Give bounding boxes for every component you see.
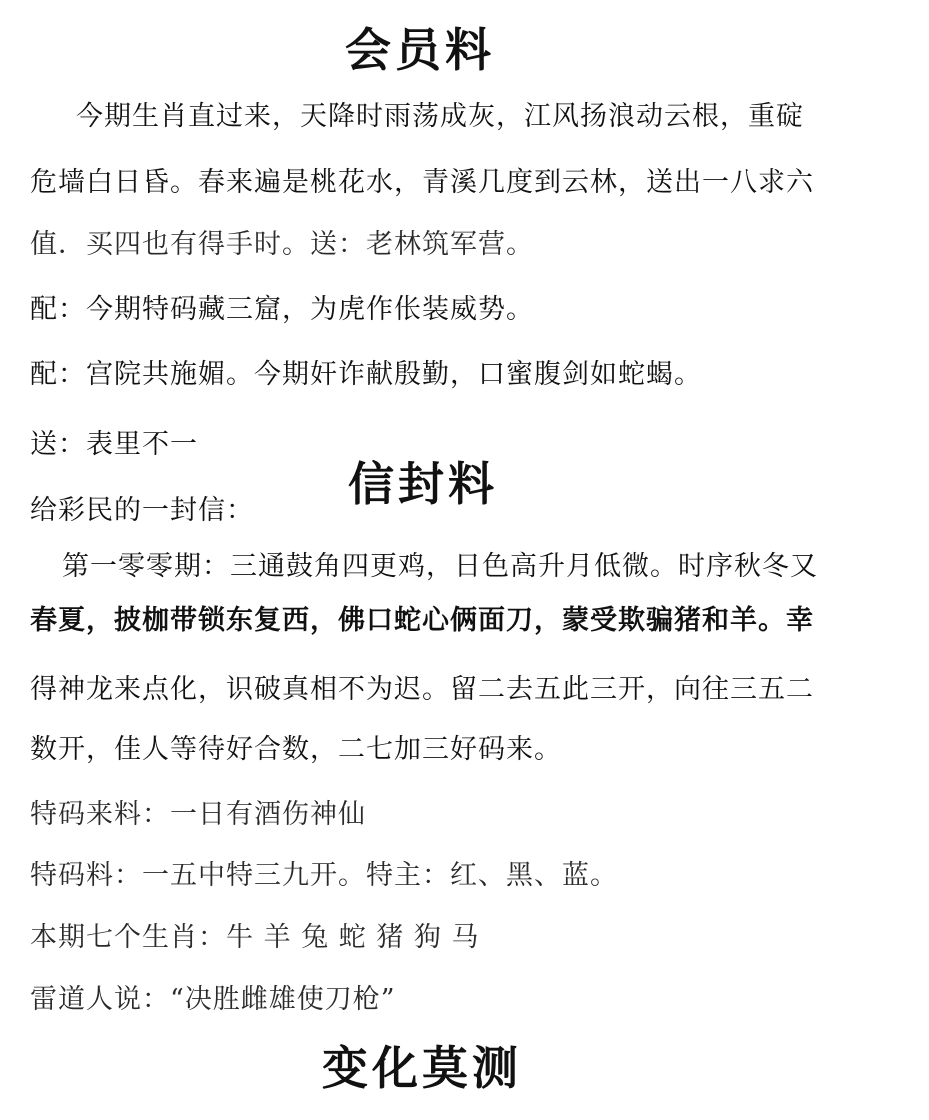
text-line: 危墙白日昏。春来遍是桃花水，青溪几度到云林，送出一八求六: [30, 167, 814, 198]
text-line: 送：表里不一: [30, 429, 198, 460]
section-title-bianhua: 变化莫测: [322, 1041, 522, 1095]
text-line: 本期七个生肖：牛 羊 兔 蛇 猪 狗 马: [30, 922, 480, 953]
text-line: 数开，佳人等待好合数，二七加三好码来。: [30, 734, 562, 765]
text-line: 特码来料：一日有酒伤神仙: [30, 799, 366, 830]
text-line: 第一零零期：三通鼓角四更鸡，日色高升月低微。时序秋冬又: [62, 551, 818, 582]
text-line: 给彩民的一封信：: [30, 495, 254, 526]
text-line: 今期生肖直过来，天降时雨荡成灰，江风扬浪动云根，重碇: [76, 101, 804, 132]
text-line: 春夏，披枷带锁东复西，佛口蛇心俩面刀，蒙受欺骗猪和羊。幸: [30, 605, 814, 636]
section-title-huiyuan: 会员料: [345, 23, 495, 77]
text-line: 配：今期特码藏三窟，为虎作伥装威势。: [30, 294, 534, 325]
text-line: 特码料：一五中特三九开。特主：红、黑、蓝。: [30, 860, 618, 891]
text-line: 配：宫院共施媚。今期奸诈献殷勤，口蜜腹剑如蛇蝎。: [30, 359, 702, 390]
text-line: 雷道人说：“决胜雌雄使刀枪”: [30, 984, 396, 1015]
text-line: 值．买四也有得手时。送：老林筑军营。: [30, 229, 534, 260]
section-title-xinfeng: 信封料: [348, 457, 498, 511]
text-line: 得神龙来点化，识破真相不为迟。留二去五此三开，向往三五二: [30, 674, 814, 705]
